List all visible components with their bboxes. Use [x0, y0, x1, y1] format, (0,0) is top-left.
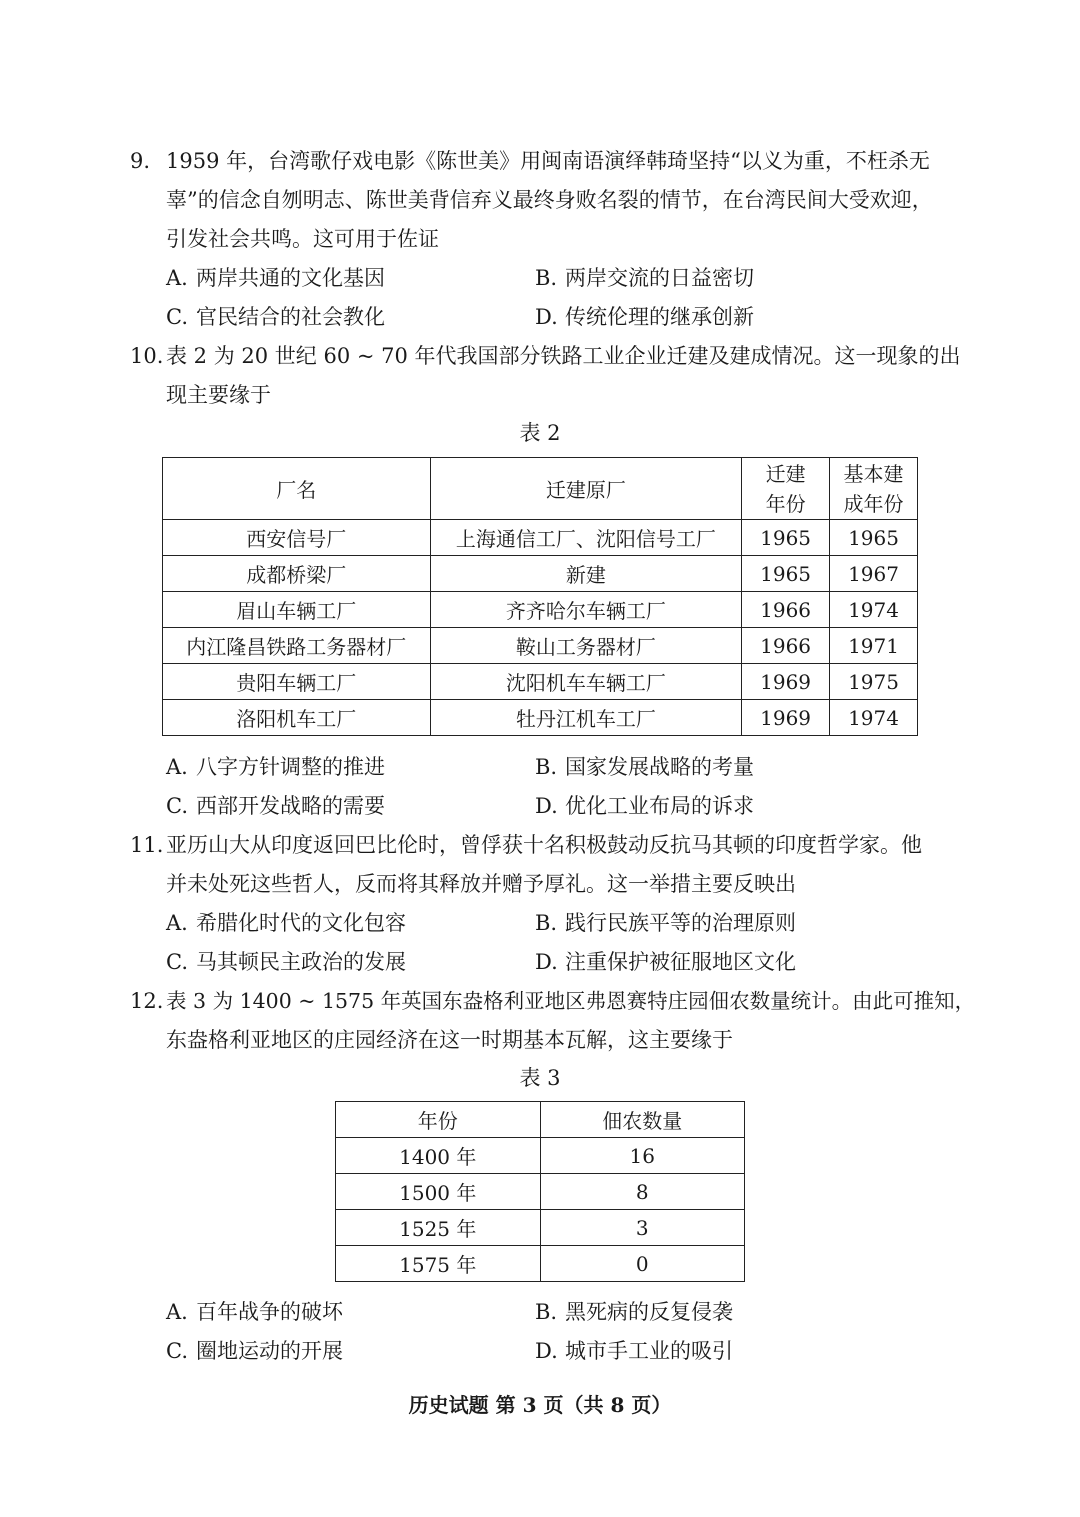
table-cell: 1969: [742, 700, 830, 736]
option-a[interactable]: [166, 904, 406, 942]
option-text: 八字方针调整的推进: [196, 755, 385, 779]
option-d[interactable]: [535, 787, 754, 825]
option-text: 黑死病的反复侵袭: [565, 1300, 733, 1324]
table-cell: 1974: [830, 700, 918, 736]
option-letter: A.: [166, 755, 188, 779]
header-line: 迁建: [765, 461, 806, 486]
option-letter: C.: [166, 950, 188, 974]
option-letter: C.: [166, 305, 188, 329]
option-letter: C.: [166, 794, 188, 818]
table-cell: 眉山车辆工厂: [163, 592, 431, 628]
header-cell: 佃农数量: [540, 1102, 744, 1138]
table-cell: 沈阳机车车辆工厂: [430, 664, 742, 700]
table-3: [335, 1101, 745, 1282]
option-letter: B.: [535, 266, 558, 290]
option-text: 城市手工业的吸引: [565, 1339, 733, 1363]
table-row: [163, 700, 918, 736]
header-cell: 年份: [336, 1102, 541, 1138]
table-caption: 表 2: [519, 421, 561, 445]
table-cell: 贵阳车辆工厂: [163, 664, 431, 700]
option-letter: D.: [535, 794, 558, 818]
table-cell: 齐齐哈尔车辆工厂: [430, 592, 742, 628]
option-letter: D.: [535, 305, 558, 329]
table-cell: 成都桥梁厂: [163, 556, 431, 592]
option-letter: A.: [166, 911, 188, 935]
option-letter: C.: [166, 1339, 188, 1363]
option-d[interactable]: [535, 1332, 733, 1370]
table-cell: 1575 年: [336, 1246, 541, 1282]
option-text: 圈地运动的开展: [196, 1339, 343, 1363]
table-row: [336, 1210, 745, 1246]
table-header-row: [163, 458, 918, 520]
table-cell: 1966: [742, 628, 830, 664]
question-text-line: 东盎格利亚地区的庄园经济在这一时期基本瓦解，这主要缘于: [166, 1028, 733, 1052]
table-cell: 1971: [830, 628, 918, 664]
question-text-line: 引发社会共鸣。这可用于佐证: [166, 227, 439, 251]
option-letter: A.: [166, 1300, 188, 1324]
option-text: 优化工业布局的诉求: [565, 794, 754, 818]
table-cell: 1500 年: [336, 1174, 541, 1210]
table-cell: 16: [540, 1138, 744, 1174]
option-text: 两岸交流的日益密切: [565, 266, 754, 290]
header-cell: [830, 458, 918, 520]
table-header-row: [336, 1102, 745, 1138]
option-c[interactable]: [166, 787, 385, 825]
option-text: 马其顿民主政治的发展: [196, 950, 406, 974]
question-number: 12.: [130, 989, 164, 1013]
table-cell: 鞍山工务器材厂: [430, 628, 742, 664]
table-row: [163, 592, 918, 628]
option-text: 两岸共通的文化基因: [196, 266, 385, 290]
option-text: 西部开发战略的需要: [196, 794, 385, 818]
question-text-line: 表 2 为 20 世纪 60 ~ 70 年代我国部分铁路工业企业迁建及建成情况。这一现象的出: [166, 344, 961, 368]
question-number: 9.: [130, 149, 151, 173]
option-letter: D.: [535, 950, 558, 974]
table-cell: 西安信号厂: [163, 520, 431, 556]
option-text: 官民结合的社会教化: [196, 305, 385, 329]
option-text: 希腊化时代的文化包容: [196, 911, 406, 935]
header-cell: 厂名: [163, 458, 431, 520]
table-row: [336, 1138, 745, 1174]
option-d[interactable]: [535, 943, 796, 981]
table-cell: 1400 年: [336, 1138, 541, 1174]
table-cell: 内江隆昌铁路工务器材厂: [163, 628, 431, 664]
table-2: [162, 457, 918, 736]
table-cell: 牡丹江机车工厂: [430, 700, 742, 736]
option-c[interactable]: [166, 298, 385, 336]
table-row: [163, 556, 918, 592]
table-cell: 1965: [830, 520, 918, 556]
option-a[interactable]: [166, 259, 385, 297]
question-text-line: 表 3 为 1400 ~ 1575 年英国东盎格利亚地区弗恩赛特庄园佃农数量统计。由此可推知，: [166, 989, 976, 1013]
header-line: 年份: [765, 491, 806, 516]
table-caption: 表 3: [519, 1066, 561, 1090]
header-line: 基本建: [843, 461, 904, 486]
header-cell: 迁建原厂: [430, 458, 742, 520]
option-letter: B.: [535, 911, 558, 935]
table-row: [336, 1246, 745, 1282]
table-cell: 8: [540, 1174, 744, 1210]
table-row: [163, 628, 918, 664]
option-b[interactable]: [535, 259, 754, 297]
page-footer: 历史试题 第 3 页（共 8 页）: [408, 1393, 672, 1417]
question-text-line: 并未处死这些哲人，反而将其释放并赠予厚礼。这一举措主要反映出: [166, 872, 796, 896]
question-text-line: 现主要缘于: [166, 383, 271, 407]
table-cell: 1975: [830, 664, 918, 700]
header-cell: [742, 458, 830, 520]
question-number: 10.: [130, 344, 164, 368]
table-row: [163, 664, 918, 700]
table-row: [336, 1174, 745, 1210]
table-cell: 上海通信工厂、沈阳信号工厂: [430, 520, 742, 556]
option-text: 国家发展战略的考量: [565, 755, 754, 779]
table-cell: 1974: [830, 592, 918, 628]
table-cell: 3: [540, 1210, 744, 1246]
option-text: 传统伦理的继承创新: [565, 305, 754, 329]
question-text-line: 辜”的信念自刎明志、陈世美背信弃义最终身败名裂的情节，在台湾民间大受欢迎，: [166, 188, 933, 212]
option-letter: D.: [535, 1339, 558, 1363]
option-d[interactable]: [535, 298, 754, 336]
table-cell: 洛阳机车工厂: [163, 700, 431, 736]
option-a[interactable]: [166, 1293, 343, 1331]
table-cell: 0: [540, 1246, 744, 1282]
question-text-line: 亚历山大从印度返回巴比伦时，曾俘获十名积极鼓动反抗马其顿的印度哲学家。他: [166, 833, 922, 857]
option-letter: A.: [166, 266, 188, 290]
header-line: 成年份: [843, 491, 904, 516]
option-c[interactable]: [166, 943, 406, 981]
option-a[interactable]: [166, 748, 385, 786]
table-cell: 1967: [830, 556, 918, 592]
table-row: [163, 520, 918, 556]
option-b[interactable]: [535, 1293, 733, 1331]
question-text-line: 1959 年，台湾歌仔戏电影《陈世美》用闽南语演绎韩琦坚持“以义为重，不枉杀无: [166, 149, 930, 173]
table-cell: 新建: [430, 556, 742, 592]
option-b[interactable]: [535, 904, 796, 942]
option-text: 注重保护被征服地区文化: [565, 950, 796, 974]
table-cell: 1969: [742, 664, 830, 700]
table-cell: 1965: [742, 556, 830, 592]
table-cell: 1525 年: [336, 1210, 541, 1246]
option-text: 百年战争的破坏: [196, 1300, 343, 1324]
option-b[interactable]: [535, 748, 754, 786]
table-cell: 1965: [742, 520, 830, 556]
option-letter: B.: [535, 755, 558, 779]
option-letter: B.: [535, 1300, 558, 1324]
option-text: 践行民族平等的治理原则: [565, 911, 796, 935]
question-number: 11.: [130, 833, 164, 857]
option-c[interactable]: [166, 1332, 343, 1370]
table-cell: 1966: [742, 592, 830, 628]
